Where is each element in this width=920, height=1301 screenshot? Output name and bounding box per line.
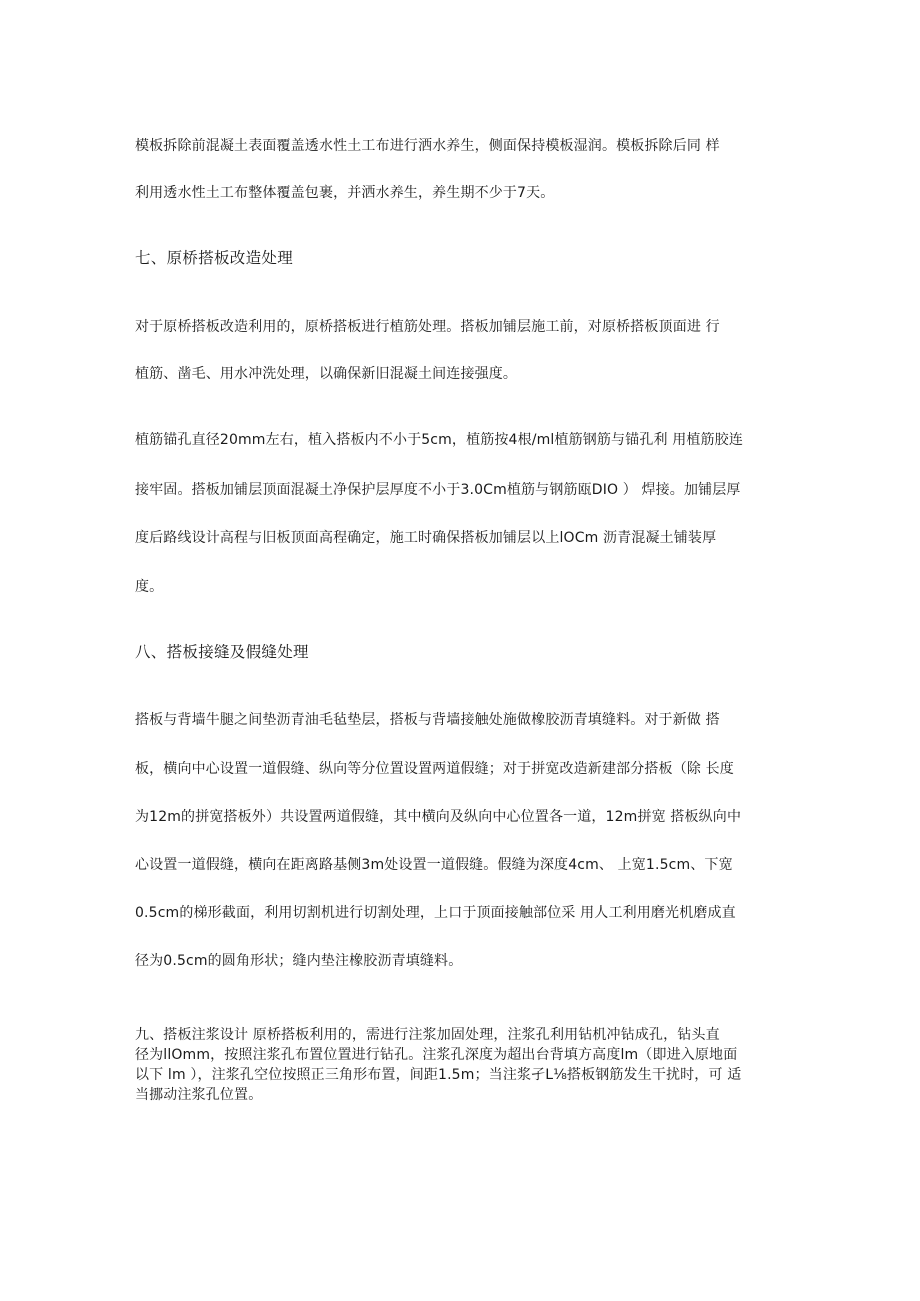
paragraph-line: 径为llOmm，按照注浆孔布置位置进行钻孔。注浆孔深度为超出台背填方高度lm（即进入原地面 [135,1047,738,1063]
paragraph-line: 九、搭板注浆设计 原桥搭板利用的，需进行注浆加固处理，注浆孔利用钻机冲钻成孔，钻头直 [135,1027,720,1043]
paragraph-line: 利用透水性土工布整体覆盖包裹，并洒水养生，养生期不少于7天。 [135,185,555,201]
paragraph-line: 植筋、凿毛、用水冲洗处理，以确保新旧混凝土间连接强度。 [135,366,518,382]
section-heading: 七、原桥搭板改造处理 [135,249,294,267]
paragraph-line: 板，横向中心设置一道假缝、纵向等分位置设置两道假缝；对于拼宽改造新建部分搭板（除 长度 [135,761,734,777]
paragraph-line: 为12m的拼宽搭板外）共设置两道假缝，其中横向及纵向中心位置各一道，12m拼宽 搭板纵向中 [135,809,742,825]
paragraph-line: 对于原桥搭板改造利用的，原桥搭板进行植筋处理。搭板加铺层施工前，对原桥搭板顶面进 行 [135,319,720,335]
paragraph-line: 以下 lm ），注浆孔空位按照正三角形布置，间距1.5m；当注浆孑L⅛搭板钢筋发生干扰时，可 适 [135,1067,742,1083]
paragraph-line: 径为0.5cm的圆角形状；缝内垫注橡胶沥青填缝料。 [135,953,463,969]
section-heading: 八、搭板接缝及假缝处理 [135,643,309,661]
paragraph-line: 接牢固。搭板加铺层顶面混凝土净保护层厚度不小于3.0Cm植筋与钢筋瓯DIO ） 焊接。加铺层厚 [135,482,741,498]
paragraph-line: 当挪动注浆孔位置。 [135,1087,263,1103]
paragraph-line: 搭板与背墙牛腿之间垫沥青油毛毡垫层，搭板与背墙接触处施做橡胶沥青填缝料。对于新做 搭 [135,712,720,728]
paragraph-line: 0.5cm的梯形截面，利用切割机进行切割处理，上口于顶面接触部位采 用人工利用磨光机磨成直 [135,905,736,921]
paragraph-line: 心设置一道假缝，横向在距离路基侧3m处设置一道假缝。假缝为深度4cm、 上宽1.5cm、下宽 [135,857,733,873]
paragraph-line: 植筋锚孔直径20mm左右，植入搭板内不小于5cm，植筋按4根/ml植筋钢筋与锚孔利 用植筋胶连 [135,432,743,448]
paragraph-line: 模板拆除前混凝土表面覆盖透水性土工布进行洒水养生，侧面保持模板湿润。模板拆除后同 样 [135,138,720,154]
paragraph-line: 度后路线设计高程与旧板顶面高程确定，施工时确保搭板加铺层以上lOCm 沥青混凝土铺装厚 [135,530,717,546]
paragraph-line: 度。 [135,579,164,595]
